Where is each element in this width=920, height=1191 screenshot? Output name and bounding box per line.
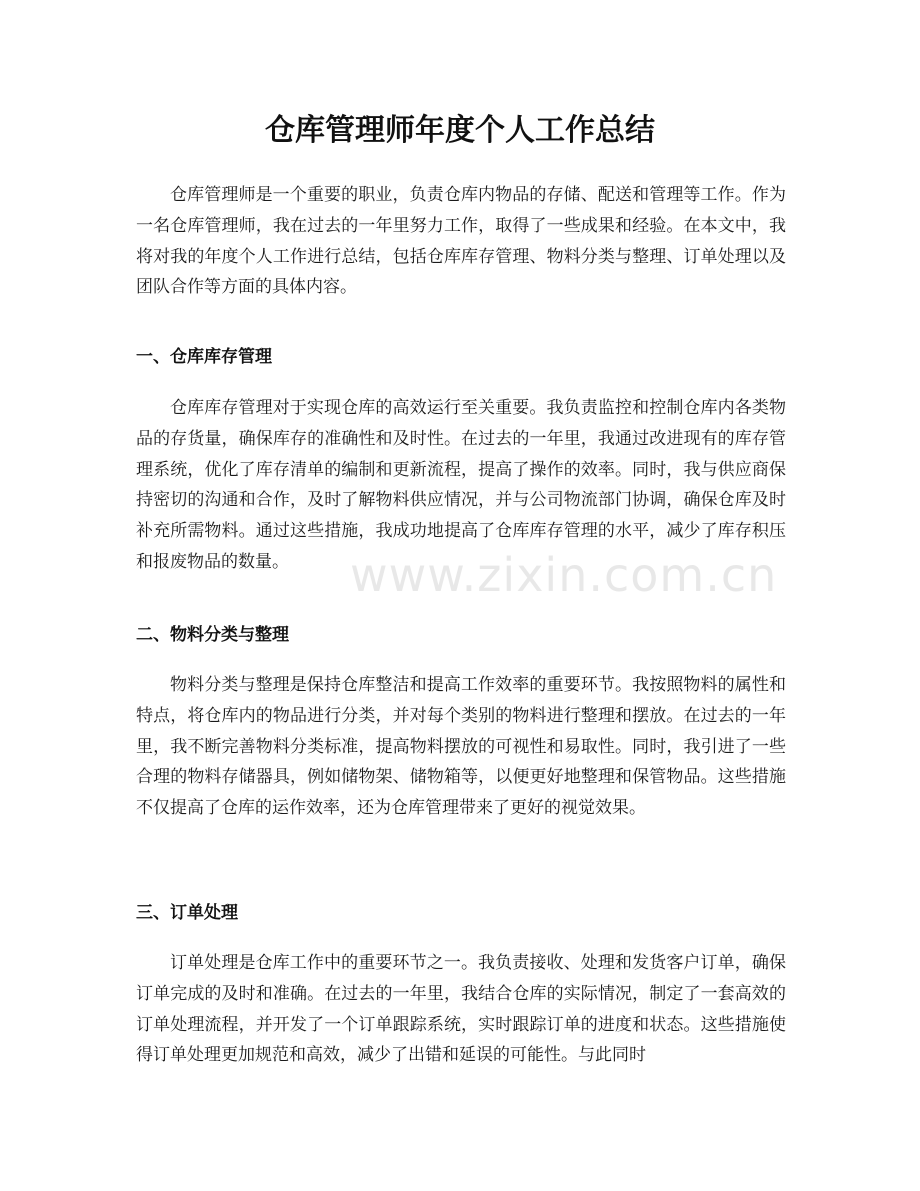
- document-title: 仓库管理师年度个人工作总结: [265, 113, 655, 148]
- intro-paragraph: 仓库管理师是一个重要的职业，负责仓库内物品的存储、配送和管理等工作。作为一名仓库管理师，我在过去的一年里努力工作，取得了一些成果和经验。在本文中，我将对我的年度个人工作进行总结，包括仓库库存管理、物料分类与整理、订单处理以及团队合作等方面的具体内容。: [136, 185, 786, 298]
- section-heading-orders: 三、订单处理: [136, 903, 238, 923]
- watermark: www.zixin.com.cn: [350, 548, 778, 602]
- section-heading-classification: 二、物料分类与整理: [136, 625, 289, 645]
- section-heading-inventory: 一、仓库库存管理: [136, 347, 272, 367]
- section-body-orders: 订单处理是仓库工作中的重要环节之一。我负责接收、处理和发货客户订单，确保订单完成的及时和准确。在过去的一年里，我结合仓库的实际情况，制定了一套高效的订单处理流程，并开发了一个订单跟踪系统，实时跟踪订单的进度和状态。这些措施使得订单处理更加规范和高效，减少了出错和延误的可能性。与此同时: [136, 953, 786, 1066]
- section-body-classification: 物料分类与整理是保持仓库整洁和提高工作效率的重要环节。我按照物料的属性和特点，将仓库内的物品进行分类，并对每个类别的物料进行整理和摆放。在过去的一年里，我不断完善物料分类标准，提高物料摆放的可视性和易取性。同时，我引进了一些合理的物料存储器具，例如储物架、储物箱等，以便更好地整理和保管物品。这些措施不仅提高了仓库的运作效率，还为仓库管理带来了更好的视觉效果。: [136, 675, 786, 819]
- section-body-inventory: 仓库库存管理对于实现仓库的高效运行至关重要。我负责监控和控制仓库内各类物品的存货量，确保库存的准确性和及时性。在过去的一年里，我通过改进现有的库存管理系统，优化了库存清单的编制和更新流程，提高了操作的效率。同时，我与供应商保持密切的沟通和合作，及时了解物料供应情况，并与公司物流部门协调，确保仓库及时补充所需物料。通过这些措施，我成功地提高了仓库库存管理的水平，减少了库存积压和报废物品的数量。: [136, 398, 786, 572]
